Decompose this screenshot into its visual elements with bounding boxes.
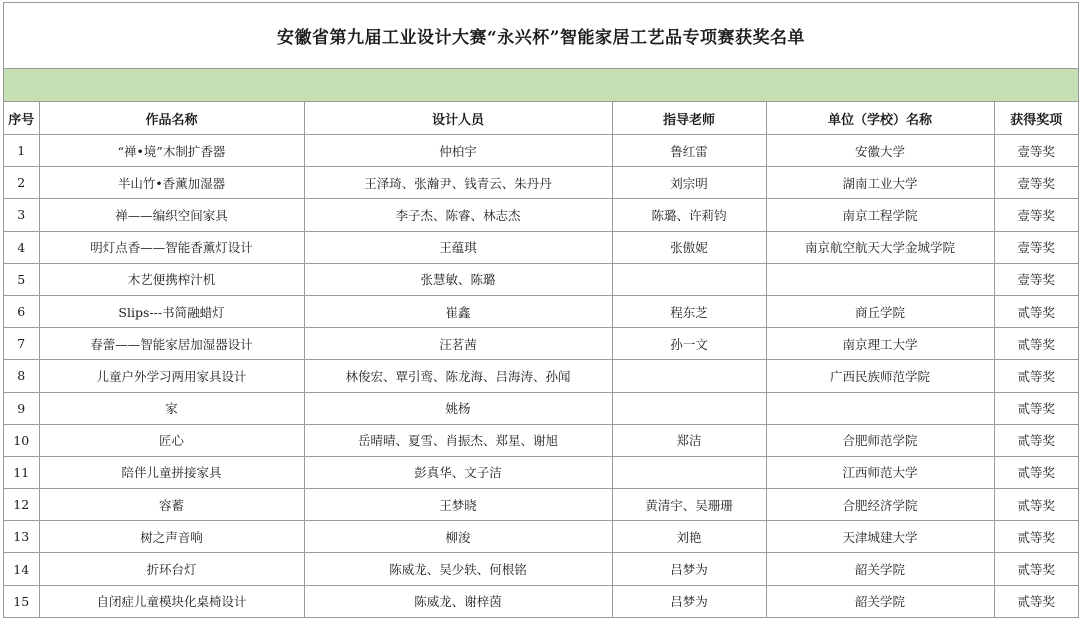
cell-no: 2 (4, 167, 39, 199)
cell-work: Slips---书简融蜡灯 (39, 295, 304, 327)
cell-work: 禅——编织空间家具 (39, 199, 304, 231)
cell-advisor (612, 456, 766, 488)
award-list-sheet (3, 2, 1079, 618)
cell-no: 5 (4, 263, 39, 295)
cell-no: 11 (4, 456, 39, 488)
table-row (4, 360, 1078, 392)
cell-advisor: 程东芝 (612, 295, 766, 327)
cell-award: 贰等奖 (994, 521, 1078, 553)
cell-award: 贰等奖 (994, 553, 1078, 585)
cell-work: 容蓄 (39, 489, 304, 521)
cell-advisor: 刘艳 (612, 521, 766, 553)
cell-designers: 柳浚 (304, 521, 612, 553)
cell-unit: 韶关学院 (766, 585, 994, 617)
cell-advisor: 鲁红雷 (612, 135, 766, 167)
cell-designers: 王蕴琪 (304, 231, 612, 263)
cell-no: 15 (4, 585, 39, 617)
table-row (4, 553, 1078, 585)
header-row (4, 102, 1078, 135)
cell-unit: 韶关学院 (766, 553, 994, 585)
cell-designers: 张慧敏、陈璐 (304, 263, 612, 295)
table-row (4, 167, 1078, 199)
table-row (4, 135, 1078, 167)
cell-award: 壹等奖 (994, 167, 1078, 199)
col-header-advisor: 指导老师 (612, 102, 766, 135)
cell-no: 4 (4, 231, 39, 263)
cell-unit: 商丘学院 (766, 295, 994, 327)
cell-award: 贰等奖 (994, 295, 1078, 327)
cell-designers: 王梦晓 (304, 489, 612, 521)
cell-work: “禅•境”木制扩香器 (39, 135, 304, 167)
table-row (4, 424, 1078, 456)
cell-award: 壹等奖 (994, 263, 1078, 295)
cell-unit: 合肥师范学院 (766, 424, 994, 456)
cell-award: 贰等奖 (994, 424, 1078, 456)
cell-unit: 湖南工业大学 (766, 167, 994, 199)
cell-unit: 广西民族师范学院 (766, 360, 994, 392)
cell-designers: 姚杨 (304, 392, 612, 424)
sheet-title: 安徽省第九届工业设计大赛“永兴杯”智能家居工艺品专项赛获奖名单 (4, 3, 1078, 69)
cell-unit: 南京航空航天大学金城学院 (766, 231, 994, 263)
cell-designers: 陈威龙、谢梓茵 (304, 585, 612, 617)
cell-no: 13 (4, 521, 39, 553)
cell-designers: 李子杰、陈睿、林志杰 (304, 199, 612, 231)
cell-award: 贰等奖 (994, 328, 1078, 360)
cell-work: 树之声音响 (39, 521, 304, 553)
table-row (4, 489, 1078, 521)
cell-unit: 合肥经济学院 (766, 489, 994, 521)
cell-no: 14 (4, 553, 39, 585)
cell-designers: 王泽琦、张瀚尹、钱青云、朱丹丹 (304, 167, 612, 199)
cell-no: 3 (4, 199, 39, 231)
table-row (4, 521, 1078, 553)
cell-award: 贰等奖 (994, 360, 1078, 392)
cell-award: 壹等奖 (994, 231, 1078, 263)
cell-work: 儿童户外学习两用家具设计 (39, 360, 304, 392)
table-row (4, 263, 1078, 295)
cell-no: 1 (4, 135, 39, 167)
cell-unit: 南京工程学院 (766, 199, 994, 231)
cell-designers: 仲柏宇 (304, 135, 612, 167)
cell-work: 自闭症儿童模块化桌椅设计 (39, 585, 304, 617)
cell-work: 半山竹•香薰加湿器 (39, 167, 304, 199)
cell-unit (766, 392, 994, 424)
cell-award: 贰等奖 (994, 585, 1078, 617)
table-row (4, 585, 1078, 617)
table-row (4, 295, 1078, 327)
col-header-unit: 单位（学校）名称 (766, 102, 994, 135)
table-row (4, 231, 1078, 263)
cell-no: 8 (4, 360, 39, 392)
cell-advisor: 吕梦为 (612, 553, 766, 585)
table-row (4, 392, 1078, 424)
award-table (4, 102, 1078, 618)
cell-work: 匠心 (39, 424, 304, 456)
cell-work: 木艺便携榨汁机 (39, 263, 304, 295)
cell-advisor: 郑洁 (612, 424, 766, 456)
col-header-award: 获得奖项 (994, 102, 1078, 135)
cell-unit: 安徽大学 (766, 135, 994, 167)
table-row (4, 456, 1078, 488)
cell-work: 家 (39, 392, 304, 424)
cell-advisor (612, 392, 766, 424)
cell-award: 壹等奖 (994, 135, 1078, 167)
col-header-no: 序号 (4, 102, 39, 135)
cell-designers: 岳晴晴、夏雪、肖振杰、郑星、谢旭 (304, 424, 612, 456)
cell-advisor: 孙一文 (612, 328, 766, 360)
cell-award: 贰等奖 (994, 456, 1078, 488)
cell-advisor: 吕梦为 (612, 585, 766, 617)
cell-award: 贰等奖 (994, 392, 1078, 424)
cell-designers: 林俊宏、覃引鸾、陈龙海、吕海涛、孙闻 (304, 360, 612, 392)
cell-award: 壹等奖 (994, 199, 1078, 231)
cell-designers: 彭真华、文子洁 (304, 456, 612, 488)
cell-no: 7 (4, 328, 39, 360)
table-row (4, 328, 1078, 360)
cell-advisor (612, 360, 766, 392)
green-band (4, 69, 1078, 102)
cell-unit: 江西师范大学 (766, 456, 994, 488)
cell-advisor: 张傲妮 (612, 231, 766, 263)
cell-no: 9 (4, 392, 39, 424)
cell-work: 明灯点香——智能香薰灯设计 (39, 231, 304, 263)
cell-designers: 陈威龙、吴少轶、何根铭 (304, 553, 612, 585)
cell-advisor (612, 263, 766, 295)
cell-advisor: 陈璐、许莉钧 (612, 199, 766, 231)
cell-award: 贰等奖 (994, 489, 1078, 521)
cell-no: 6 (4, 295, 39, 327)
cell-work: 陪伴儿童拼接家具 (39, 456, 304, 488)
cell-work: 春蕾——智能家居加湿器设计 (39, 328, 304, 360)
cell-no: 10 (4, 424, 39, 456)
cell-designers: 崔鑫 (304, 295, 612, 327)
col-header-designers: 设计人员 (304, 102, 612, 135)
cell-no: 12 (4, 489, 39, 521)
cell-designers: 汪茗茜 (304, 328, 612, 360)
cell-advisor: 刘宗明 (612, 167, 766, 199)
cell-unit: 南京理工大学 (766, 328, 994, 360)
col-header-work: 作品名称 (39, 102, 304, 135)
cell-advisor: 黄清宇、吴珊珊 (612, 489, 766, 521)
cell-unit: 天津城建大学 (766, 521, 994, 553)
table-row (4, 199, 1078, 231)
cell-work: 折环台灯 (39, 553, 304, 585)
cell-unit (766, 263, 994, 295)
